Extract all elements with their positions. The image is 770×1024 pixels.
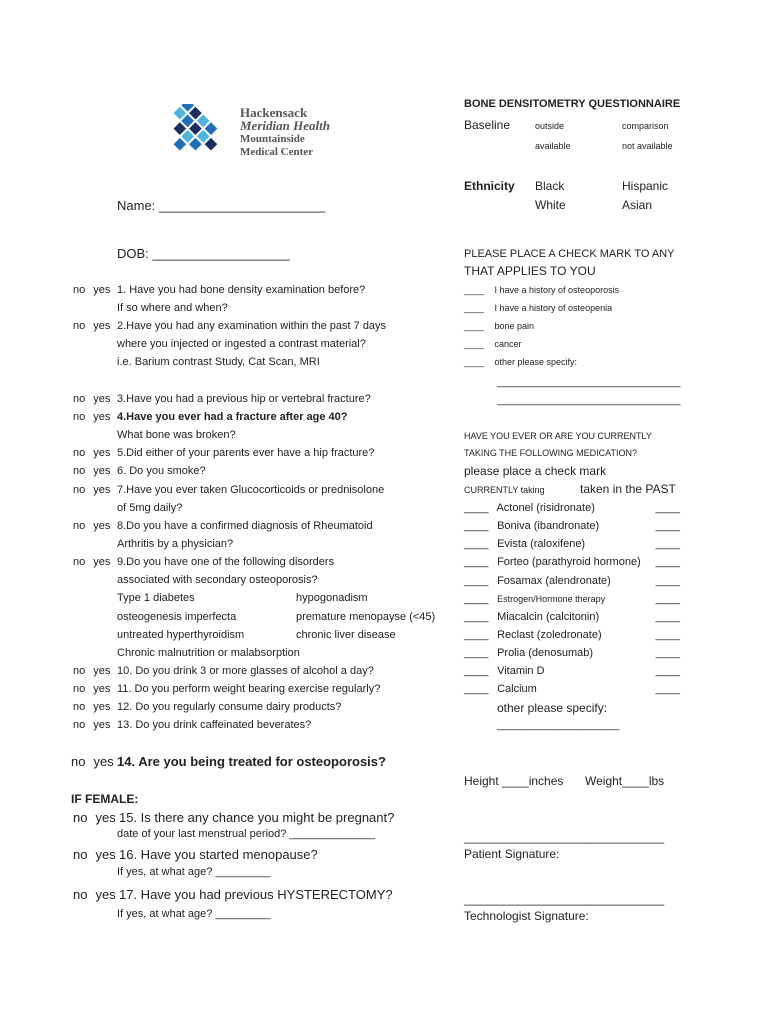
ethnicity-black[interactable]: Black	[535, 179, 565, 193]
logo-line-1: Hackensack	[240, 105, 308, 120]
question-10	[73, 665, 374, 677]
question-text: 15. Is there any chance you might be pregnant?	[119, 810, 395, 825]
yes-option[interactable]: yes	[93, 683, 111, 695]
question-text: 17. Have you had previous HYSTERECTOMY?	[119, 887, 393, 902]
no-option[interactable]: no	[73, 719, 86, 731]
question-text: 14. Are you being treated for osteoporosis?	[117, 754, 386, 769]
medication-other-label: other please specify:	[497, 701, 608, 715]
no-option[interactable]: no	[73, 810, 88, 825]
yes-option[interactable]: yes	[93, 484, 111, 496]
question-17	[73, 887, 393, 902]
disorder-item: Type 1 diabetes	[117, 592, 195, 604]
question-14	[71, 754, 386, 769]
question-3	[73, 393, 371, 405]
checklist-heading-2: THAT APPLIES TO YOU	[464, 264, 596, 278]
no-option[interactable]: no	[73, 411, 86, 423]
female-heading: IF FEMALE:	[71, 792, 139, 806]
medication-row[interactable]: ____ Reclast (zoledronate) ____	[464, 629, 680, 641]
medication-heading-2: TAKING THE FOLLOWING MEDICATION?	[464, 448, 638, 458]
question-7	[73, 484, 384, 496]
yes-option[interactable]: yes	[93, 719, 111, 731]
yes-option[interactable]: yes	[93, 411, 111, 423]
disorder-item: untreated hyperthyroidism	[117, 629, 245, 641]
yes-option[interactable]: yes	[93, 393, 111, 405]
checklist-item[interactable]: ____ I have a history of osteoporosis	[464, 285, 620, 295]
medication-row[interactable]: ____ Calcium ____	[464, 683, 680, 695]
question-text: 6. Do you smoke?	[117, 465, 206, 477]
medication-row[interactable]: ____ Fosamax (alendronate) ____	[464, 575, 680, 587]
ethnicity-hispanic[interactable]: Hispanic	[622, 179, 669, 193]
disorder-item: hypogonadism	[296, 592, 368, 604]
question-text: 16. Have you started menopause?	[119, 847, 318, 862]
no-option[interactable]: no	[73, 465, 86, 477]
baseline-available[interactable]: available	[535, 141, 571, 151]
question-4	[73, 411, 348, 423]
technologist-signature-line[interactable]: ______________________________	[464, 892, 665, 906]
question-text: 11. Do you perform weight bearing exercise regularly?	[117, 683, 381, 695]
question-9-sub: associated with secondary osteoporosis?	[117, 574, 318, 586]
question-text: 7.Have you ever taken Glucocorticoids or prednisolone	[117, 484, 385, 496]
medication-row[interactable]: ____ Vitamin D ____	[464, 665, 680, 677]
question-text: 4.Have you ever had a fracture after age 40?	[117, 411, 348, 423]
medication-row[interactable]: ____ Evista (raloxifene) ____	[464, 538, 680, 550]
column-current: CURRENTLY taking	[464, 485, 545, 495]
column-past: taken in the PAST	[580, 482, 676, 496]
question-text: 5.Did either of your parents ever have a hip fracture?	[117, 447, 375, 459]
question-2	[73, 320, 386, 332]
question-text: 3.Have you had a previous hip or vertebral fracture?	[117, 393, 371, 405]
logo-line-3: Mountainside	[240, 133, 305, 145]
no-option[interactable]: no	[73, 701, 86, 713]
dob-field[interactable]: DOB: ___________________	[117, 246, 290, 261]
question-6	[73, 465, 206, 477]
yes-option[interactable]: yes	[93, 447, 111, 459]
yes-option[interactable]: yes	[93, 754, 114, 769]
question-text: 13. Do you drink caffeinated beverates?	[117, 719, 312, 731]
question-text: 8.Do you have a confirmed diagnosis of Rheumatoid	[117, 520, 373, 532]
patient-signature-label: Patient Signature:	[464, 847, 560, 861]
hospital-logo	[150, 104, 380, 166]
no-option[interactable]: no	[73, 484, 86, 496]
yes-option[interactable]: yes	[95, 810, 116, 825]
question-15	[73, 810, 394, 825]
checklist-heading-1: PLEASE PLACE A CHECK MARK TO ANY	[464, 248, 675, 260]
yes-option[interactable]: yes	[95, 847, 116, 862]
form-title: BONE DENSITOMETRY QUESTIONNAIRE	[464, 98, 681, 110]
question-8-sub: Arthritis by a physician?	[117, 538, 234, 550]
medication-row[interactable]: ____ Forteo (parathyroid hormone) ____	[464, 556, 680, 568]
yes-option[interactable]: yes	[93, 465, 111, 477]
no-option[interactable]: no	[73, 847, 88, 862]
question-text: 2.Have you had any examination within the past 7 days	[117, 320, 387, 332]
ethnicity-asian[interactable]: Asian	[622, 198, 653, 212]
hysterectomy-age-field[interactable]: If yes, at what age? _________	[117, 908, 271, 920]
yes-option[interactable]: yes	[93, 284, 111, 296]
checklist-item[interactable]: ____ bone pain	[464, 321, 535, 331]
baseline-outside[interactable]: outside	[535, 121, 565, 131]
no-option[interactable]: no	[73, 320, 86, 332]
question-text: 10. Do you drink 3 or more glasses of alcohol a day?	[117, 665, 374, 677]
technologist-signature-label: Technologist Signature:	[464, 909, 589, 923]
ethnicity-label: Ethnicity	[464, 179, 515, 193]
no-option[interactable]: no	[73, 683, 86, 695]
no-option[interactable]: no	[73, 556, 86, 568]
menopause-age-field[interactable]: If yes, at what age? _________	[117, 866, 271, 878]
checklist-specify-line[interactable]: ______________________________	[497, 376, 681, 388]
checklist-item[interactable]: ____ other please specify:	[464, 357, 578, 367]
question-text: 9.Do you have one of the following disorders	[117, 556, 335, 568]
question-7-sub: of 5mg daily?	[117, 502, 183, 514]
logo-line-4: Medical Center	[240, 146, 313, 158]
question-12	[73, 701, 341, 713]
no-option[interactable]: no	[73, 393, 86, 405]
patient-signature-line[interactable]: ______________________________	[464, 830, 665, 844]
yes-option[interactable]: yes	[93, 665, 111, 677]
baseline-label: Baseline	[464, 118, 511, 132]
yes-option[interactable]: yes	[95, 887, 116, 902]
disorder-item: premature menopayse (<45)	[296, 611, 436, 623]
question-2-sub-2: i.e. Barium contrast Study, Cat Scan, MRI	[117, 356, 320, 368]
medication-other-line[interactable]: ____________________	[497, 719, 620, 731]
question-1	[73, 284, 365, 296]
no-option[interactable]: no	[73, 887, 88, 902]
logo-mark-icon	[150, 104, 238, 166]
logo-line-2: Meridian Health	[240, 118, 330, 133]
no-option[interactable]: no	[73, 520, 86, 532]
medication-row[interactable]: ____ Actonel (risidronate) ____	[464, 502, 680, 514]
question-13	[73, 719, 311, 731]
ethnicity-white[interactable]: White	[535, 198, 566, 212]
baseline-not-available[interactable]: not available	[622, 141, 673, 151]
question-16	[73, 847, 318, 862]
name-field[interactable]: Name: _______________________	[117, 198, 326, 213]
question-2-sub-1: where you injected or ingested a contrast material?	[117, 338, 366, 350]
medication-row[interactable]: ____ Miacalcin (calcitonin) ____	[464, 611, 680, 623]
yes-option[interactable]: yes	[93, 556, 111, 568]
height-field[interactable]: Height ____inches	[464, 774, 564, 788]
medication-row[interactable]: ____ Estrogen/Hormone therapy ____	[464, 593, 680, 605]
question-11	[73, 683, 380, 695]
no-option[interactable]: no	[73, 284, 86, 296]
question-9	[73, 556, 334, 568]
disorder-item: chronic liver disease	[296, 629, 396, 641]
question-8	[73, 520, 373, 532]
question-4-sub: What bone was broken?	[117, 429, 236, 441]
yes-option[interactable]: yes	[93, 520, 111, 532]
medication-heading-1: HAVE YOU EVER OR ARE YOU CURRENTLY	[464, 431, 652, 441]
question-text: 1. Have you had bone density examination before?	[117, 284, 366, 296]
medication-heading-3: please place a check mark	[464, 464, 607, 478]
weight-field[interactable]: Weight____lbs	[585, 774, 665, 788]
menstrual-period-field[interactable]: date of your last menstrual period? ______________	[117, 828, 376, 840]
baseline-comparison[interactable]: comparison	[622, 121, 669, 131]
no-option[interactable]: no	[73, 447, 86, 459]
no-option[interactable]: no	[71, 754, 86, 769]
medication-row[interactable]: ____ Prolia (denosumab) ____	[464, 647, 680, 659]
yes-option[interactable]: yes	[93, 320, 111, 332]
checklist-item[interactable]: ____ I have a history of osteopenia	[464, 303, 613, 313]
disorder-item: osteogenesis imperfecta	[117, 611, 237, 623]
question-1-sub: If so where and when?	[117, 302, 228, 314]
question-text: 12. Do you regularly consume dairy products?	[117, 701, 342, 713]
no-option[interactable]: no	[73, 665, 86, 677]
checklist-item[interactable]: ____ cancer	[464, 339, 522, 349]
question-5	[73, 447, 374, 459]
yes-option[interactable]: yes	[93, 701, 111, 713]
disorder-item: Chronic malnutrition or malabsorption	[117, 647, 300, 659]
checklist-specify-line[interactable]: ______________________________	[497, 394, 681, 406]
medication-row[interactable]: ____ Boniva (ibandronate) ____	[464, 520, 680, 532]
